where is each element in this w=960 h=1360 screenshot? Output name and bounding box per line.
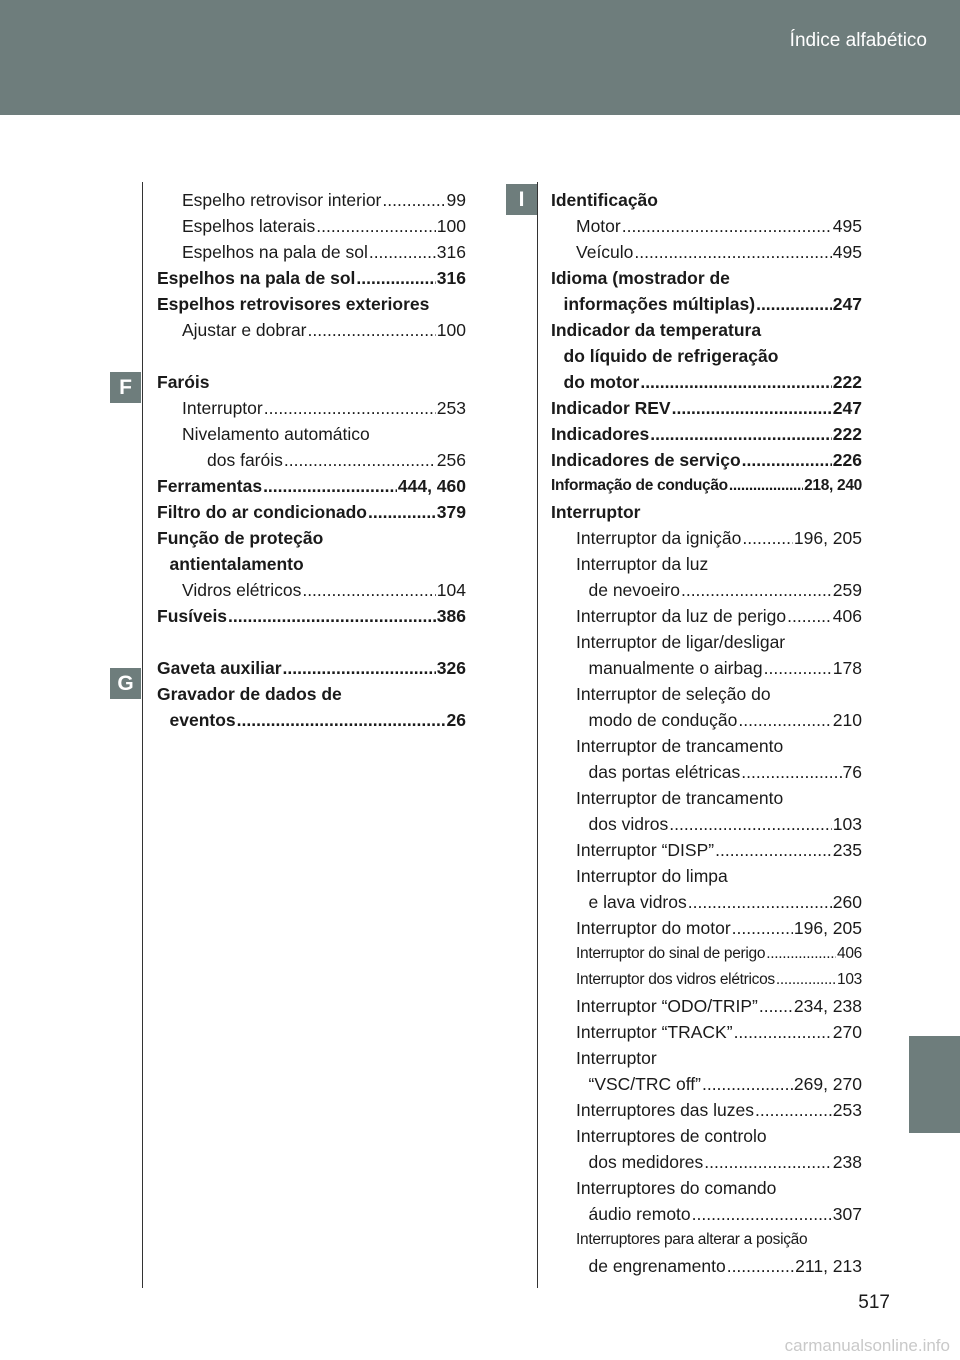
dot-leader — [787, 603, 832, 629]
page-reference: 178 — [832, 658, 862, 678]
dot-leader — [738, 707, 831, 733]
page-reference: 269, 270 — [793, 1074, 862, 1094]
index-term: de engrenamento — [588, 1256, 726, 1276]
page-reference: 495 — [832, 216, 862, 236]
index-term: manualmente o airbag — [588, 658, 763, 678]
dot-leader — [316, 213, 436, 239]
index-entry — [157, 317, 466, 343]
index-term: Faróis — [157, 372, 210, 392]
index-term: Interruptor da luz de perigo — [576, 606, 787, 626]
index-term: Interruptor “ODO/TRIP” — [576, 996, 758, 1016]
index-entry — [551, 1149, 862, 1175]
page-reference: 196, 205 — [793, 918, 862, 938]
page-reference: 256 — [436, 450, 466, 470]
dot-leader — [734, 1019, 832, 1045]
index-entry — [551, 187, 862, 213]
page-reference: 260 — [832, 892, 862, 912]
index-term: Motor — [576, 216, 621, 236]
index-entry — [551, 993, 862, 1019]
page-reference: 234, 238 — [793, 996, 862, 1016]
index-entry — [551, 733, 862, 759]
column-divider-right — [537, 182, 538, 1288]
dot-leader — [702, 1071, 793, 1097]
page-reference: 103 — [832, 814, 862, 834]
index-entry — [551, 551, 862, 577]
letter-badge-i: I — [506, 184, 537, 215]
page-reference: 406 — [832, 606, 862, 626]
index-term: Nivelamento automático — [182, 424, 370, 444]
page-reference: 210 — [832, 710, 862, 730]
letter-badge-f: F — [110, 372, 141, 403]
index-entry — [551, 889, 862, 915]
dot-leader — [283, 655, 436, 681]
dot-leader — [766, 941, 836, 967]
dot-leader — [368, 499, 436, 525]
page-reference: 103 — [837, 971, 862, 988]
index-entry — [551, 681, 862, 707]
page-reference: 26 — [446, 710, 466, 730]
index-entry — [551, 707, 862, 733]
page-reference: 259 — [832, 580, 862, 600]
side-thumb-tab — [909, 1036, 960, 1133]
dot-leader — [640, 369, 831, 395]
page-reference: 235 — [832, 840, 862, 860]
index-term: do líquido de refrigeração — [563, 346, 779, 366]
section-title: Índice alfabético — [789, 30, 927, 51]
index-entry — [551, 941, 862, 967]
index-term: dos medidores — [588, 1152, 704, 1172]
index-entry — [157, 707, 466, 733]
dot-leader — [715, 837, 832, 863]
column-divider-left — [142, 182, 143, 1288]
index-entry — [551, 447, 862, 473]
index-term: Indicadores — [551, 424, 650, 444]
index-entry — [157, 447, 466, 473]
index-entry — [157, 577, 466, 603]
header-bar — [0, 0, 960, 115]
index-term: Interruptor — [551, 502, 641, 522]
page-reference: 326 — [436, 658, 466, 678]
index-term: Interruptor de ligar/desligar — [576, 632, 786, 652]
page-reference: 247 — [832, 294, 862, 314]
index-term: Interruptor de trancamento — [576, 736, 784, 756]
index-term: informações múltiplas) — [563, 294, 756, 314]
index-entry — [551, 291, 862, 317]
index-entry — [551, 629, 862, 655]
index-column-right — [551, 187, 862, 1279]
index-entry — [551, 837, 862, 863]
index-entry — [551, 1227, 862, 1253]
index-entry — [551, 473, 862, 499]
dot-leader — [650, 421, 832, 447]
index-entry — [551, 785, 862, 811]
index-term: Gravador de dados de — [157, 684, 342, 704]
index-entry — [157, 603, 466, 629]
index-entry — [551, 1097, 862, 1123]
index-entry — [551, 1071, 862, 1097]
page-reference: 247 — [832, 398, 862, 418]
index-entry — [551, 525, 862, 551]
index-term: Espelhos na pala de sol — [157, 268, 356, 288]
index-entry — [157, 369, 466, 395]
index-term: Função de proteção — [157, 528, 324, 548]
index-term: Identificação — [551, 190, 658, 210]
index-term: Interruptor de trancamento — [576, 788, 784, 808]
index-entry — [551, 1201, 862, 1227]
index-term: Indicadores de serviço — [551, 450, 741, 470]
index-term: eventos — [169, 710, 236, 730]
index-entry — [551, 759, 862, 785]
page-reference: 379 — [436, 502, 466, 522]
dot-leader — [634, 239, 831, 265]
index-term: Espelho retrovisor interior — [182, 190, 382, 210]
index-term: Ferramentas — [157, 476, 263, 496]
page-reference: 211, 213 — [795, 1256, 862, 1276]
index-term: Vidros elétricos — [182, 580, 302, 600]
index-entry — [551, 239, 862, 265]
index-term: Idioma (mostrador de — [551, 268, 730, 288]
index-term: Interruptor — [182, 398, 263, 418]
dot-leader — [264, 395, 436, 421]
index-entry — [551, 863, 862, 889]
index-term: Interruptor da ignição — [576, 528, 742, 548]
index-entry — [157, 187, 466, 213]
dot-leader — [382, 187, 445, 213]
page-reference: 218, 240 — [804, 477, 862, 494]
index-entry — [551, 1045, 862, 1071]
dot-leader — [669, 811, 832, 837]
index-term: Fusíveis — [157, 606, 228, 626]
page-reference: 270 — [832, 1022, 862, 1042]
index-term: Indicador da temperatura — [551, 320, 762, 340]
page-reference: 196, 205 — [793, 528, 862, 548]
page-reference: 386 — [436, 606, 466, 626]
index-entry — [157, 499, 466, 525]
page-reference: 226 — [832, 450, 862, 470]
index-term: Interruptores do comando — [576, 1178, 777, 1198]
index-term: e lava vidros — [588, 892, 687, 912]
index-term: Interruptores das luzes — [576, 1100, 755, 1120]
page-reference: 316 — [436, 268, 466, 288]
index-term: Interruptor “TRACK” — [576, 1022, 733, 1042]
index-entry — [157, 265, 466, 291]
index-term: Interruptor do limpa — [576, 866, 728, 886]
index-entry — [157, 525, 466, 551]
index-term: Veículo — [576, 242, 634, 262]
index-term: Espelhos retrovisores exteriores — [157, 294, 430, 314]
index-term: dos vidros — [588, 814, 669, 834]
index-term: Interruptores de controlo — [576, 1126, 767, 1146]
dot-leader — [742, 525, 792, 551]
page-reference: 307 — [832, 1204, 862, 1224]
index-column-left — [157, 187, 466, 733]
index-entry — [551, 655, 862, 681]
index-term: Informação de condução — [551, 477, 728, 494]
dot-leader — [622, 213, 832, 239]
page-reference: 444, 460 — [397, 476, 466, 496]
page-reference: 100 — [436, 216, 466, 236]
index-term: de nevoeiro — [588, 580, 680, 600]
dot-leader — [759, 993, 793, 1019]
page-reference: 99 — [446, 190, 466, 210]
index-entry — [551, 499, 862, 525]
index-entry — [551, 343, 862, 369]
index-entry — [551, 421, 862, 447]
index-term: Interruptor “DISP” — [576, 840, 715, 860]
dot-leader — [742, 447, 832, 473]
dot-leader — [228, 603, 436, 629]
index-entry — [551, 1175, 862, 1201]
index-entry — [551, 265, 862, 291]
page-reference: 238 — [832, 1152, 862, 1172]
dot-leader — [741, 759, 841, 785]
index-entry — [157, 655, 466, 681]
index-entry — [551, 967, 862, 993]
index-entry — [551, 577, 862, 603]
dot-leader — [756, 291, 832, 317]
index-entry — [157, 473, 466, 499]
index-entry — [551, 603, 862, 629]
dot-leader — [672, 395, 832, 421]
index-term: das portas elétricas — [588, 762, 741, 782]
page-reference: 253 — [436, 398, 466, 418]
page-reference: 253 — [832, 1100, 862, 1120]
dot-leader — [369, 239, 436, 265]
page-reference: 222 — [832, 372, 862, 392]
dot-leader — [263, 473, 397, 499]
index-term: Ajustar e dobrar — [182, 320, 307, 340]
index-term: Interruptor de seleção do — [576, 684, 771, 704]
index-entry — [551, 915, 862, 941]
index-term: Filtro do ar condicionado — [157, 502, 367, 522]
page-reference: 495 — [832, 242, 862, 262]
index-term: Interruptor — [576, 1048, 657, 1068]
index-entry — [551, 1253, 862, 1279]
index-entry — [551, 317, 862, 343]
dot-leader — [727, 1253, 794, 1279]
index-entry — [157, 239, 466, 265]
dot-leader — [302, 577, 435, 603]
page-reference: 100 — [436, 320, 466, 340]
page-reference: 104 — [436, 580, 466, 600]
index-entry — [551, 369, 862, 395]
page-reference: 406 — [837, 945, 862, 962]
index-term: Interruptor dos vidros elétricos — [576, 971, 775, 988]
index-entry — [157, 551, 466, 577]
dot-leader — [692, 1201, 832, 1227]
dot-leader — [681, 577, 832, 603]
dot-leader — [308, 317, 436, 343]
index-term: Espelhos na pala de sol — [182, 242, 368, 262]
index-term: Interruptor do sinal de perigo — [576, 945, 766, 962]
dot-leader — [356, 265, 435, 291]
dot-leader — [284, 447, 436, 473]
index-term: “VSC/TRC off” — [588, 1074, 701, 1094]
index-entry — [157, 395, 466, 421]
index-entry — [157, 291, 466, 317]
watermark: carmanualsonline.info — [784, 1336, 950, 1355]
page-number: 517 — [858, 1292, 890, 1313]
dot-leader — [755, 1097, 832, 1123]
index-term: Espelhos laterais — [182, 216, 316, 236]
page-reference: 222 — [832, 424, 862, 444]
index-term: Interruptores para alterar a posição — [576, 1231, 808, 1248]
dot-leader — [704, 1149, 832, 1175]
dot-leader — [237, 707, 446, 733]
dot-leader — [688, 889, 832, 915]
index-term: Indicador REV — [551, 398, 671, 418]
dot-leader — [776, 967, 836, 993]
index-term: áudio remoto — [588, 1204, 691, 1224]
dot-leader — [729, 473, 803, 499]
index-entry — [551, 1123, 862, 1149]
index-entry — [551, 213, 862, 239]
index-term: modo de condução — [588, 710, 738, 730]
index-entry — [551, 1019, 862, 1045]
index-term: dos faróis — [207, 450, 283, 470]
index-entry — [157, 421, 466, 447]
index-term: antientalamento — [169, 554, 304, 574]
index-entry — [157, 681, 466, 707]
page-reference: 316 — [436, 242, 466, 262]
index-term: Gaveta auxiliar — [157, 658, 282, 678]
index-term: do motor — [563, 372, 640, 392]
index-entry — [551, 811, 862, 837]
dot-leader — [764, 655, 832, 681]
dot-leader — [732, 915, 793, 941]
index-term: Interruptor do motor — [576, 918, 731, 938]
page-reference: 76 — [842, 762, 862, 782]
index-term: Interruptor da luz — [576, 554, 709, 574]
index-entry — [157, 213, 466, 239]
index-entry — [551, 395, 862, 421]
letter-badge-g: G — [110, 668, 141, 699]
